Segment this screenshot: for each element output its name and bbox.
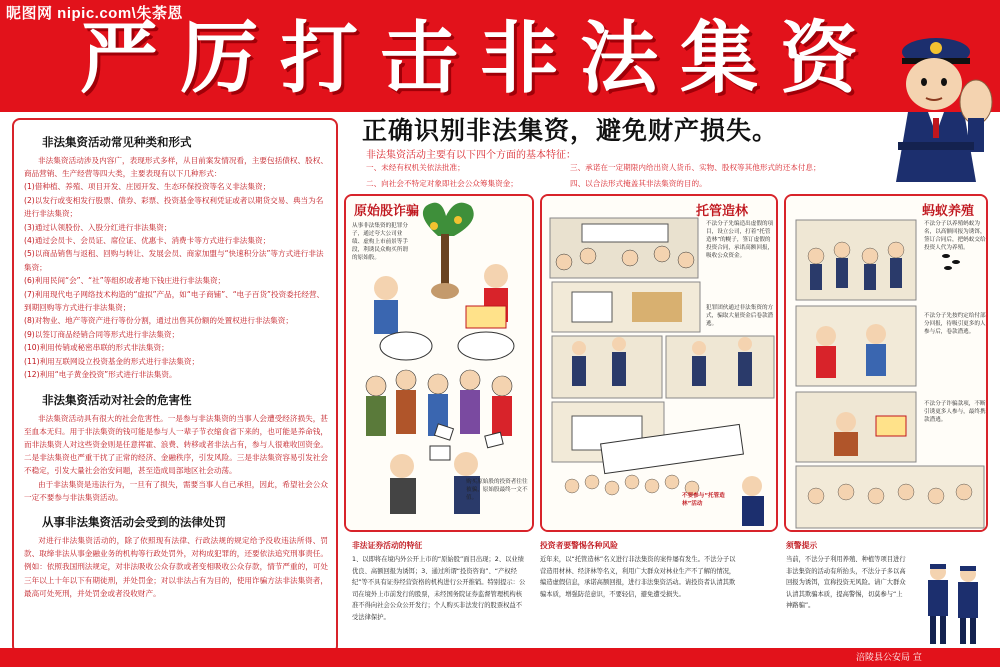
issuer-label: 涪陵县公安局 宣 xyxy=(856,653,922,663)
caption: 不法分子诈骗款项，不断引诱更多人参与，最终携款潜逃。 xyxy=(924,401,986,423)
left-info-panel xyxy=(12,118,338,654)
comic-panel-original-shares xyxy=(344,194,534,532)
section-text-penalty: 对进行非法集资活动的，除了依照现有法律、行政法规的规定给予没收违法所得、罚款、取缔非法从事金融业务的机构等行政处罚外，对构成犯罪的，还要依法追究刑事责任。例如：依照我国刑法规定，对非法吸收公众存款或者变相吸收公众存款，情节严重的，可处三年以上十年以下有期徒刑，并处罚金；对以非法占有为目的，使用诈骗方法非法集资者，最高可处死刑，并处罚金或者没收财产。 xyxy=(24,535,328,598)
list-item: (4)通过会员卡、会员证、席位证、优惠卡、消费卡等方式进行非法集资； xyxy=(24,236,271,246)
list-item: (8)对物业、地产等资产进行等份分割，通过出售其份额的处置权进行非法集资； xyxy=(24,316,293,326)
bottom-text-tips: 当前，不法分子利用养殖、种植等项目进行非法集资的活动有所抬头，不法分子多以高回报为诱饵，宣称投资无风险。请广大群众认清其欺骗本质，提高警惕，切莫参与“上神路骗”。 xyxy=(786,556,906,610)
feature-item: 二、向社会不特定对象即社会公众筹集资金； xyxy=(366,179,518,188)
list-item: (7)利用现代电子网络技术构造的“虚拟”产品，如“电子商铺”、“电子百货”投资委托经营、到期回购等方式进行非法集资； xyxy=(24,289,325,313)
section-title-penalty: 从事非法集资活动会受到的法律处罚 xyxy=(42,514,226,529)
panel-title-forestry: 托管造林 xyxy=(696,204,749,219)
bottom-text-risks: 近年来，以“托管造林”名义进行非法集资的案件屡有发生。不法分子以营造用材林、经济林等名义，利用广大群众对林业生产不了解的情况，编造虚假信息，承诺高额回报，进行非法集资活动。请投资者认清其欺骗本质，增强防范意识，不要轻信，避免遭受损失。 xyxy=(540,556,736,598)
feature-item: 三、承诺在一定期限内给出资人货币、实物、股权等其他形式的还本付息； xyxy=(570,163,821,172)
watermark: 昵图网 nipic.com\朱荼恩 xyxy=(6,5,183,22)
panel-title-ant-breeding: 蚂蚁养殖 xyxy=(922,204,975,219)
section-text-harm-2: 由于非法集资是违法行为，一旦有了损失，需要当事人自己承担，因此，希望社会公众一定不要参与非法集资活动。 xyxy=(24,479,328,502)
feature-item: 四、以合法形式掩盖其非法集资的目的。 xyxy=(570,179,707,188)
caption: 不法分子先编造出虚假的项目，设立公司，打着“托管造林”的幌子，签订虚假的投资合同，承诺高额回报，吸收公众资金。 xyxy=(706,221,774,259)
bottom-title-risks: 投资者要警惕各种风险 xyxy=(540,541,618,550)
stamp-warning: 不要参与“托管造林”活动 xyxy=(682,493,725,507)
main-title: 严厉打击非法集资 xyxy=(80,14,881,104)
comic-panel-ant-breeding xyxy=(784,194,988,532)
caption: 从事非法集资的犯罪分子，通过夸大公司业绩、虚构上市前景等手段，利诱民众购买所谓的原始股。 xyxy=(352,223,408,261)
bottom-text-securities: 1、以即将在境内外公开上市的“原始股”面目出现；2、以业绩优良、高额回报为诱饵；3、通过所谓“投资咨询”、“产权经纪”等不具有证券经营资格的机构进行公开推销。特别提示：公司在境外上市前发行的股票，未经国务院证券监督管理机构核准不得向社会公众公开发行；个人购买非法发行的股票权益不受法律保护。 xyxy=(352,556,526,621)
list-item: (6)利用民间“会”、“社”等组织或者地下钱庄进行非法集资； xyxy=(24,276,226,286)
police-officer-icon xyxy=(872,22,1000,192)
list-item: (11)利用互联网设立投资基金的形式进行非法集资； xyxy=(24,356,200,366)
police-officers-icon xyxy=(912,560,992,646)
caption: 犯罪团伙通过非法集资的方式，骗取大量资金后卷款潜逃。 xyxy=(706,305,774,327)
feature-item: 一、未经有权机关依法批准； xyxy=(366,163,465,172)
bottom-title-tips: 须警提示 xyxy=(786,541,818,550)
slogan: 正确识别非法集资，避免财产损失。 xyxy=(362,116,779,145)
list-item: (5)以商品销售与返租、回购与转让、发展会员、商家加盟与“快速积分法”等方式进行非法集资； xyxy=(24,249,324,272)
comic-panel-trusteeship-forestry xyxy=(540,194,778,532)
features-intro: 非法集资活动主要有以下四个方面的基本特征： xyxy=(366,150,576,161)
section-intro-types: 非法集资活动涉及内容广，表现形式多样，从目前案发情况看，主要包括债权、股权、商品营销、生产经营等四大类，主要表现有以下几种形式： xyxy=(24,156,328,179)
caption: 不法分子以养殖蚂蚁为名，以高额回报为诱饵，签订合同后，把蚂蚁交给投资人代为养殖。 xyxy=(924,221,986,251)
list-item: (12)利用“电子黄金投资”形式进行非法集资。 xyxy=(24,370,177,380)
bottom-title-securities: 非法证券活动的特征 xyxy=(352,541,423,550)
header-banner xyxy=(0,0,1000,112)
list-item: (2)以发行或变相发行股票、债券、彩票、投资基金等权利凭证或者以期货交易、典当为名进行非法集资； xyxy=(24,195,324,219)
section-title-harm: 非法集资活动对社会的危害性 xyxy=(42,392,192,407)
list-item: (1)借种植、养殖、项目开发、庄园开发、生态环保投资等名义非法集资； xyxy=(24,182,271,192)
list-item: (9)以签订商品经销合同等形式进行非法集资； xyxy=(24,329,180,339)
list-item: (3)通过认领股份、入股分红进行非法集资； xyxy=(24,222,172,232)
section-text-harm: 非法集资活动具有很大的社会危害性。一是参与非法集资的当事人会遭受经济损失，甚至血本无归。用于非法集资的钱可能是参与人一辈子节衣缩食省下来的，也可能是养命钱，而非法集资人对这些资金则是任意挥霍、浪费、转移或者非法占有，参与人很难收回资金。二是非法集资也严重干扰了正常的经济、金融秩序，引发风险。三是非法集资容易引发社会不稳定，引发大量社会治安问题，甚至造成局部地区社会动荡。 xyxy=(24,413,328,476)
caption: 不法分子先按约定给付部分回报，待吸引更多的人参与后，卷款潜逃。 xyxy=(924,313,986,335)
list-item: (10)利用传销或秘密串联的形式非法集资； xyxy=(24,343,169,353)
section-title-types: 非法集资活动常见种类和形式 xyxy=(42,135,192,149)
panel-title-original-shares: 原始股诈骗 xyxy=(354,204,420,219)
caption: 购买原始股的投资者往往被骗，原始股最终一文不值。 xyxy=(466,479,528,501)
footer-strip xyxy=(0,648,1000,667)
